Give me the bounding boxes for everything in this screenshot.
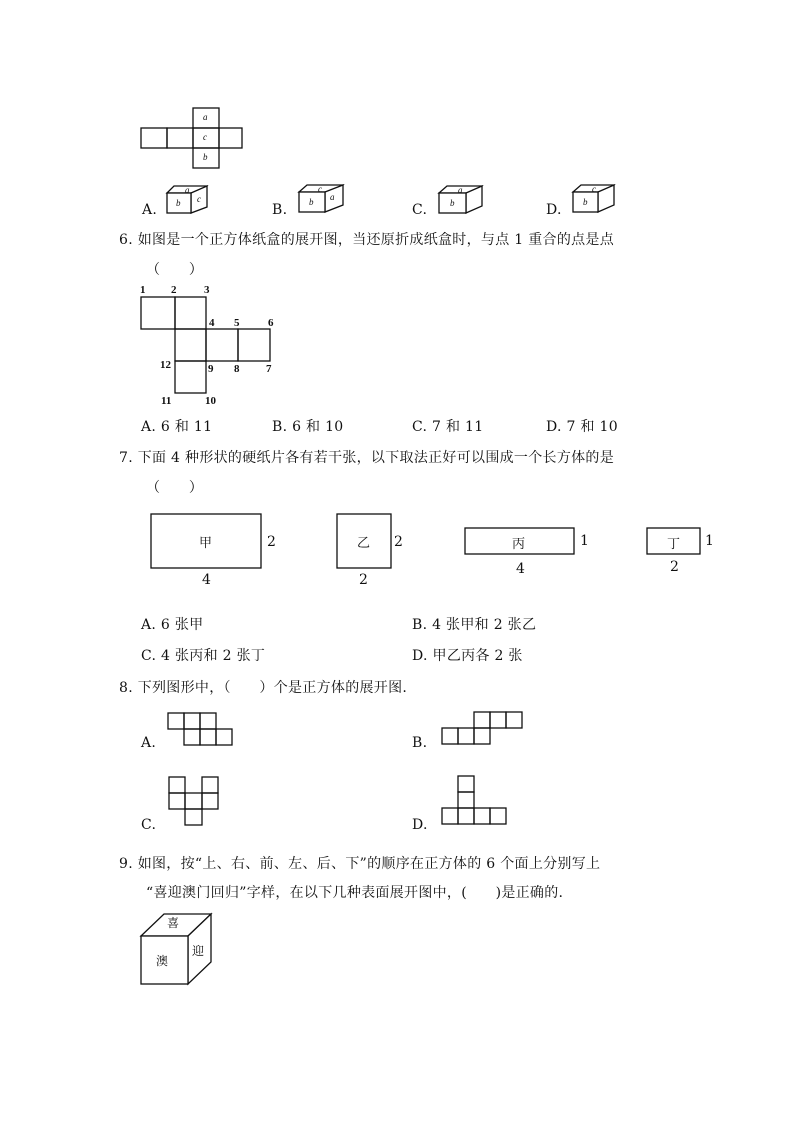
q7-question-line1: 7. 下面 4 种形状的硬纸片各有若干张，以下取法正好可以围成一个长方体的是 xyxy=(119,450,615,466)
q6-answer-paren: （ ） xyxy=(146,262,204,278)
q8-question-line1: 8. 下列图形中，（ ）个是正方体的展开图. xyxy=(119,680,408,696)
q5-option-b-front: b xyxy=(309,197,314,207)
q5-option-d-key: D. xyxy=(546,202,562,218)
q5-option-c-front: b xyxy=(450,198,455,208)
q5-option-a-front: b xyxy=(176,198,181,208)
q7-option-a: A. 6 张甲 xyxy=(141,617,204,633)
q9-question-line1: 9. 如图，按“上、右、前、左、后、下”的顺序在正方体的 6 个面上分别写上 xyxy=(119,856,601,872)
q6-option-a: A. 6 和 11 xyxy=(141,419,213,435)
q8-option-b: B. xyxy=(412,735,428,751)
q7-shape-ding-height: 1 xyxy=(705,533,715,549)
q5-option-a-right: c xyxy=(197,194,201,204)
q9-cube-front-label: 澳 xyxy=(156,954,169,968)
q8-option-a: A. xyxy=(141,735,157,751)
q7-shape-yi-height: 2 xyxy=(394,534,404,550)
q6-point-9: 9 xyxy=(208,363,214,375)
q6-point-5: 5 xyxy=(234,317,240,329)
q5-option-d-top: c xyxy=(592,184,596,194)
q5-option-d-front: b xyxy=(583,197,588,207)
q7-option-d: D. 甲乙丙各 2 张 xyxy=(412,648,523,664)
q6-option-d: D. 7 和 10 xyxy=(546,419,618,435)
q5-option-b-right: a xyxy=(330,192,335,202)
q6-point-7: 7 xyxy=(266,363,272,375)
q5-option-c-top: a xyxy=(458,185,463,195)
q7-shape-jia-name: 甲 xyxy=(199,536,213,551)
q7-answer-paren: （ ） xyxy=(146,480,204,496)
q5-net-label-middle: c xyxy=(203,132,207,142)
q9-cube-right-label: 迎 xyxy=(192,944,205,958)
q9-question-line2: “喜迎澳门回归”字样，在以下几种表面展开图中，( )是正确的. xyxy=(146,885,564,901)
q6-point-3: 3 xyxy=(204,284,210,296)
q5-option-a-key: A. xyxy=(142,202,158,218)
q7-shape-bing-width: 4 xyxy=(516,561,526,577)
q7-shape-jia-width: 4 xyxy=(202,572,212,588)
q5-option-b-top: c xyxy=(318,184,322,194)
q6-option-b: B. 6 和 10 xyxy=(272,419,344,435)
q6-point-11: 11 xyxy=(161,395,172,407)
q7-shape-yi-width: 2 xyxy=(359,572,369,588)
q6-point-10: 10 xyxy=(205,395,216,407)
q6-point-4: 4 xyxy=(209,317,215,329)
q8-option-d: D. xyxy=(412,817,428,833)
q6-point-2: 2 xyxy=(171,284,177,296)
q7-shape-ding-name: 丁 xyxy=(667,537,681,552)
q6-option-c: C. 7 和 11 xyxy=(412,419,484,435)
q7-option-b: B. 4 张甲和 2 张乙 xyxy=(412,617,537,633)
q7-shape-ding-width: 2 xyxy=(670,559,680,575)
q6-point-6: 6 xyxy=(268,317,274,329)
q5-option-b-key: B. xyxy=(272,202,288,218)
q8-option-c: C. xyxy=(141,817,157,833)
q6-question-line1: 6. 如图是一个正方体纸盒的展开图，当还原折成纸盒时，与点 1 重合的点是点 xyxy=(119,232,615,248)
q5-net-label-top: a xyxy=(203,112,208,122)
q6-point-1: 1 xyxy=(140,284,146,296)
q5-option-a-top: a xyxy=(185,185,190,195)
q9-cube-top-label: 喜 xyxy=(167,916,180,930)
q5-option-c-key: C. xyxy=(412,202,428,218)
q6-point-12: 12 xyxy=(160,359,171,371)
q7-shape-yi-name: 乙 xyxy=(357,536,371,551)
q5-net-label-bottom: b xyxy=(203,152,208,162)
q7-shape-bing-height: 1 xyxy=(580,533,590,549)
q7-shape-bing-name: 丙 xyxy=(512,537,526,552)
q6-point-8: 8 xyxy=(234,363,240,375)
q7-option-c: C. 4 张丙和 2 张丁 xyxy=(141,648,266,664)
q7-shape-jia-height: 2 xyxy=(267,534,277,550)
